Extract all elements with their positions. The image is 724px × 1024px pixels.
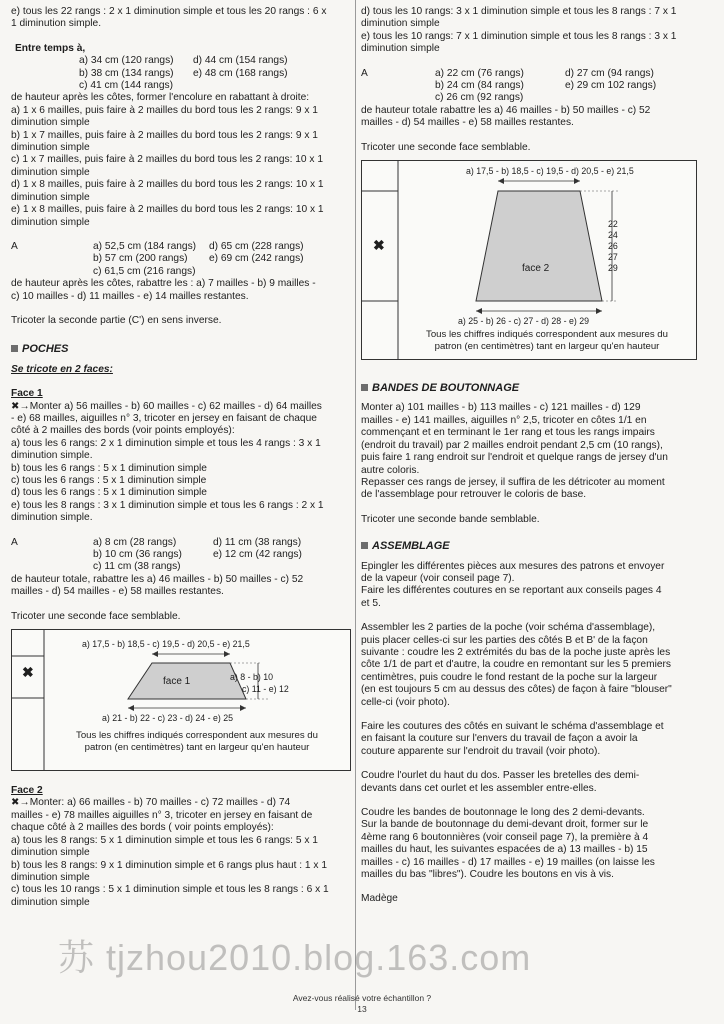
intro-line: e) tous les 10 rangs: 7 x 1 diminution simple et tous les 8 rangs : 3 x 1 [361, 30, 677, 42]
measure-d: d) 11 cm (38 rangs) [213, 536, 302, 548]
assemblage-line: centimètres, puis coudre le fond restant de la poche sur la largeur [361, 671, 658, 683]
assemblage-line: mailles du bas "libres"). Coudre les boutons en vis à vis. [361, 869, 614, 881]
face2-right-dims [608, 219, 618, 274]
bandes-line: mailles - e) 141 mailles, aiguilles n° 2,5, tricoter en côtes 1/1 en [361, 414, 647, 426]
assemblage-line: Assembler les 2 parties de la poche (voir schéma d'assemblage), [361, 622, 656, 634]
assemblage-line: mailles du haut, les suivantes espacées de a) 13 mailles - b) 15 [361, 844, 648, 856]
encolure-line: diminution simple [11, 216, 90, 228]
face2-caption [399, 329, 695, 353]
assemblage-p4 [361, 770, 697, 795]
footer-question: Avez-vous réalisé votre échantillon ? [292, 993, 432, 1003]
face1-line: b) tous les 6 rangs : 5 x 1 diminution simple [11, 462, 207, 474]
right-column [361, 0, 697, 906]
assemblage-line: mailles - c) 16 mailles - d) 17 mailles - e) 19 mailles (on laisse les [361, 856, 655, 868]
watermark: 苏 tjzhou2010.blog.163.com [58, 937, 532, 978]
se-tricote: Se tricote en 2 faces: [11, 363, 113, 375]
face1-line: e) tous les 8 rangs : 3 x 1 diminution simple et tous les 6 rangs : 2 x 1 [11, 499, 324, 511]
bandes-line: commençant et en terminant le 1er rang et tous les rangs impairs [361, 427, 655, 439]
face1-right-dims-2: c) 11 - e) 12 [242, 684, 289, 695]
poches-title-text: POCHES [22, 343, 69, 356]
assemblage-line: Epingler les différentes pièces aux mesures des patrons et envoyer [361, 560, 665, 572]
face2-block [11, 797, 351, 909]
face1-line: diminution simple. [11, 450, 93, 462]
measure-e: e) 12 cm (42 rangs) [213, 549, 302, 561]
caption-line: patron (en centimètres) tant en largeur qu'en hauteur [84, 742, 310, 754]
measure-b: b) 24 cm (84 rangs) [435, 80, 524, 92]
measure-a: a) 34 cm (120 rangs) [79, 55, 174, 67]
height-value: 29 [608, 263, 618, 274]
assemblage-line: Faire les différentes coutures en se reportant aux conseils pages 4 [361, 585, 662, 597]
measure-d: d) 65 cm (228 rangs) [209, 240, 304, 252]
face2-line: diminution simple [11, 847, 90, 859]
a-label: A [11, 240, 18, 252]
height-value: 22 [608, 219, 618, 230]
assemblage-title-text: ASSEMBLAGE [372, 540, 450, 553]
face1-right-dims-1: a) 8 - b) 10 [230, 672, 274, 683]
caption-line: patron (en centimètres) tant en largeur qu'en hauteur [434, 341, 660, 353]
assemblage-line: Coudre les bandes de boutonnage le long des 2 demi-devants. [361, 807, 645, 819]
entre-temps-measures [79, 55, 351, 92]
face2-top-dims: a) 17,5 - b) 18,5 - c) 19,5 - d) 20,5 - e) 21,5 [466, 166, 634, 177]
measure-c: c) 11 cm (38 rangs) [93, 561, 181, 573]
height-value: 26 [608, 241, 618, 252]
measure-d: d) 27 cm (94 rangs) [565, 67, 654, 79]
measure-e: e) 48 cm (168 rangs) [193, 67, 288, 79]
measure-b: b) 10 cm (36 rangs) [93, 549, 182, 561]
face2-line: a) tous les 8 rangs: 5 x 1 diminution simple et tous les 6 rangs: 5 x 1 [11, 834, 318, 846]
face2-line: b) tous les 8 rangs: 9 x 1 diminution simple et 6 rangs plus haut : 1 x 1 [11, 859, 327, 871]
assemblage-p5 [361, 807, 697, 881]
face2-line: mailles - e) 78 mailles aiguilles n° 3, tricoter en jersey en faisant de [11, 809, 313, 821]
face1-block [11, 401, 351, 525]
face1-after: mailles - d) 54 mailles - e) 58 mailles restantes. [11, 586, 224, 598]
assemblage-p2 [361, 622, 697, 709]
assemblage-line: couture apparente sur l'endroit du travail (voir photo). [361, 745, 601, 757]
encolure-block [11, 92, 351, 228]
a-label: A [11, 536, 18, 548]
assemblage-title [361, 540, 697, 552]
assemblage-line: côte 1/1 de part et d'autre, la coudre en remontant sur les 5 premiers [361, 659, 672, 671]
face1-line: a) tous les 6 rangs: 2 x 1 diminution simple et tous les 4 rangs : 3 x 1 [11, 437, 321, 449]
bandes-line: de l'assemblage pour retrouver le coloris de base. [361, 489, 587, 501]
face1-heading: Face 1 [11, 388, 43, 400]
encolure-line: a) 1 x 6 mailles, puis faire à 2 mailles du bord tous les 2 rangs: 9 x 1 [11, 104, 318, 116]
intro-line: diminution simple [361, 43, 440, 55]
measure-c: c) 41 cm (144 rangs) [79, 80, 173, 92]
left-column [11, 0, 351, 909]
measure-a: a) 22 cm (76 rangs) [435, 67, 524, 79]
last-line: Madège [361, 893, 398, 905]
assemblage-line: 4ème rang 6 boutonnières (voir conseil page 7), la première à 4 [361, 831, 649, 843]
bandes-title-text: BANDES DE BOUTONNAGE [372, 382, 520, 395]
face2-label: face 2 [522, 263, 550, 275]
assemblage-line: Faire les coutures des côtés en suivant le schéma d'assemblage et [361, 721, 664, 732]
face2-seconde: Tricoter une seconde face semblable. [361, 141, 531, 153]
assemblage-line: devants dans cet ourlet et les assembler entre-elles. [361, 782, 597, 794]
assemblage-p1 [361, 561, 697, 611]
caption-line: Tous les chiffres indiqués correspondent aux mesures du [76, 730, 318, 742]
face1-line: côté à 2 mailles des bords (voir points employés): [11, 425, 235, 437]
assemblage-line: suivante : coudre les 2 extrémités du bas de la poche juste après les [361, 646, 671, 658]
section-bullet-icon [11, 345, 18, 352]
encolure-line: b) 1 x 7 mailles, puis faire à 2 mailles du bord tous les 2 rangs: 9 x 1 [11, 129, 318, 141]
face2-diagram [361, 160, 697, 360]
assemblage-line: de la vapeur (voir conseil page 7). [361, 572, 515, 584]
assemblage-line: Coudre l'ourlet du haut du dos. Passer les bretelles des demi- [361, 770, 640, 782]
assemblage-line: celle-ci (voir photo). [361, 696, 450, 708]
assemblage-line: puis placer celles-ci sur les parties des côtés B et B' de la façon [361, 634, 648, 646]
assemblage-line: et 5. [361, 597, 381, 609]
seconde-partie: Tricoter la seconde partie (C') en sens inverse. [11, 314, 222, 326]
right-a-measures [361, 68, 697, 105]
assemblage-line: Sur la bande de boutonnage du demi-devant droit, former sur le [361, 819, 649, 831]
face1-line: diminution simple. [11, 512, 93, 524]
column-divider [355, 0, 356, 1010]
cross-icon: ✖ [22, 664, 34, 681]
bandes-line: puis faire 1 rang endroit sur l'endroit et quelque rangs de jersey d'un [361, 452, 668, 464]
face1-line: ✖→Monter a) 56 mailles - b) 60 mailles - c) 62 mailles - d) 64 mailles [11, 400, 322, 412]
page-number: 13 [357, 1004, 367, 1014]
face2-line: ✖→Monter: a) 66 mailles - b) 70 mailles - c) 72 mailles - d) 74 [11, 797, 291, 809]
bandes-line: (endroit du travail) par 2 mailles endroit pendant 2,5 cm (10 rangs), [361, 439, 663, 451]
face1-bottom-dims: a) 21 - b) 22 - c) 23 - d) 24 - e) 25 [102, 713, 234, 724]
face1-after: de hauteur totale, rabattre les a) 46 mailles - b) 50 mailles - c) 52 [11, 573, 304, 585]
section-bullet-icon [361, 542, 368, 549]
bandes-title [361, 382, 697, 394]
a-block-measures [11, 241, 351, 278]
poches-title [11, 343, 351, 355]
bandes-line: autre coloris. [361, 464, 420, 476]
face1-label: face 1 [163, 676, 191, 688]
encolure-line: diminution simple [11, 117, 90, 129]
face1-measures [11, 537, 351, 574]
face1-caption [45, 730, 349, 754]
assemblage-line: (en est toujours 5 cm au dessus des côtes) de façon à faire "blouser" [361, 684, 672, 696]
measure-a: a) 8 cm (28 rangs) [93, 536, 177, 548]
face2-line: c) tous les 10 rangs : 5 x 1 diminution simple et tous les 8 rangs : 6 x 1 [11, 884, 329, 896]
encolure-line: c) 1 x 7 mailles, puis faire à 2 mailles du bord tous les 2 rangs: 10 x 1 [11, 154, 324, 166]
face1-line: c) tous les 6 rangs : 5 x 1 diminution simple [11, 475, 207, 486]
intro-line: diminution simple [361, 18, 440, 30]
cross-icon: ✖ [373, 237, 385, 254]
bandes-line: Repasser ces rangs de jersey, il suffira de les détricoter au moment [361, 476, 665, 488]
face2-bottom-dims: a) 25 - b) 26 - c) 27 - d) 28 - e) 29 [458, 316, 590, 327]
face1-diagram [11, 629, 351, 771]
measure-b: b) 57 cm (200 rangs) [93, 253, 188, 265]
bandes-seconde: Tricoter une seconde bande semblable. [361, 513, 540, 525]
encolure-line: diminution simple [11, 191, 90, 203]
assemblage-line: en faisant la couture sur l'envers du travail de façon a avoir la [361, 733, 638, 745]
measure-b: b) 38 cm (134 rangs) [79, 67, 174, 79]
bandes-block [361, 402, 697, 501]
measure-c: c) 26 cm (92 rangs) [435, 92, 524, 104]
height-value: 27 [608, 252, 618, 263]
intro-line: d) tous les 10 rangs: 3 x 1 diminution simple et tous les 8 rangs : 7 x 1 [361, 6, 677, 17]
a-block-after: mailles - d) 54 mailles - e) 58 mailles restantes. [361, 117, 574, 129]
a-block-after: de hauteur totale rabattre les a) 46 mailles - b) 50 mailles - c) 52 [361, 104, 651, 116]
a-label: A [361, 67, 368, 79]
section-bullet-icon [361, 384, 368, 391]
face1-seconde: Tricoter une seconde face semblable. [11, 610, 181, 622]
face1-line: - e) 68 mailles, aiguilles n° 3, tricoter en jersey en faisant de chaque [11, 412, 317, 424]
face2-line: diminution simple [11, 896, 90, 908]
measure-e: e) 69 cm (242 rangs) [209, 253, 304, 265]
intro-line-1: e) tous les 22 rangs : 2 x 1 diminution simple et tous les 20 rangs : 6 x [11, 6, 327, 17]
measure-d: d) 44 cm (154 rangs) [193, 55, 288, 67]
face2-line: diminution simple [11, 871, 90, 883]
encolure-line: d) 1 x 8 mailles, puis faire à 2 mailles du bord tous les 2 rangs: 10 x 1 [11, 179, 324, 191]
face2-heading: Face 2 [11, 785, 43, 797]
height-value: 24 [608, 230, 618, 241]
a-block-after: de hauteur après les côtes, rabattre les : a) 7 mailles - b) 9 mailles - [11, 278, 316, 290]
intro-line-2: 1 diminution simple. [11, 18, 102, 30]
caption-line: Tous les chiffres indiqués correspondent aux mesures du [426, 329, 668, 341]
bandes-line: Monter a) 101 mailles - b) 113 mailles - c) 121 mailles - d) 129 [361, 402, 641, 414]
assemblage-p3 [361, 721, 697, 758]
entre-temps-heading: Entre temps à, [15, 42, 86, 54]
encolure-line: de hauteur après les côtes, former l'encolure en rabattant à droite: [11, 92, 310, 104]
face1-line: d) tous les 6 rangs : 5 x 1 diminution simple [11, 487, 207, 499]
encolure-line: diminution simple [11, 142, 90, 154]
face2-line: chaque côté à 2 mailles des bords ( voir points employés): [11, 822, 274, 834]
measure-c: c) 61,5 cm (216 rangs) [93, 265, 196, 277]
face1-top-dims: a) 17,5 - b) 18,5 - c) 19,5 - d) 20,5 - e) 21,5 [82, 639, 250, 650]
measure-a: a) 52,5 cm (184 rangs) [93, 240, 197, 252]
measure-e: e) 29 cm 102 rangs) [565, 80, 657, 92]
encolure-line: diminution simple [11, 166, 90, 178]
encolure-line: e) 1 x 8 mailles, puis faire à 2 mailles du bord tous les 2 rangs: 10 x 1 [11, 204, 324, 216]
a-block-after: c) 10 mailles - d) 11 mailles - e) 14 mailles restantes. [11, 290, 249, 302]
